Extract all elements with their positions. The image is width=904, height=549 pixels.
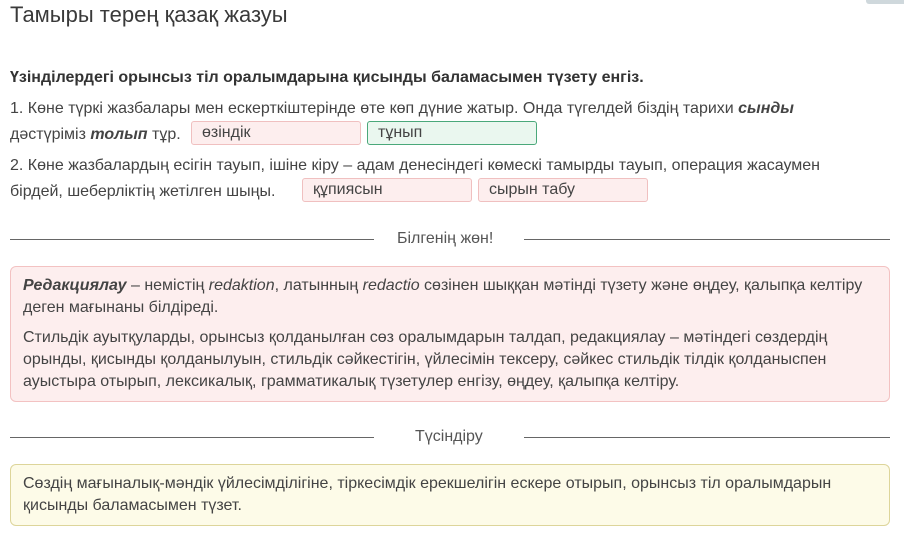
explain-divider-label: Түсіндіру (415, 428, 483, 445)
item1-line2-bold: толып (90, 126, 148, 143)
item1-correct-answer[interactable]: тұнып (367, 121, 537, 145)
info-term: Редакциялау (23, 277, 127, 294)
item1-line1-text: 1. Көне түркі жазбалары мен ескерткіштерінде өте көп дүние жатыр. Онда түгелдей біздің тарихи (10, 100, 739, 117)
corner-button[interactable] (866, 0, 904, 4)
explain-box: Сөздің мағыналық-мәндік үйлесімділігіне, тіркесімдік ерекшелігін ескере отырып, орынсыз тіл оралымдарын қисынды баламасымен түзет. (10, 464, 890, 526)
page-title: Тамыры терең қазақ жазуы (10, 2, 288, 27)
info-divider-label: Білгенің жөн! (397, 230, 494, 247)
item2-answer-b[interactable]: сырын табу (478, 178, 648, 202)
info-divider-right (524, 239, 890, 240)
info-p1-i2: redactio (362, 277, 420, 294)
info-paragraph-2: Стильдік ауытқуларды, орынсыз қолданылған сөз оралымдарын талдап, редакциялау – мәтіндегі сөздердің орынды, қисынды қолданылуын, стильдік сәйкестігін, үйлесімін тексеру, сәйкес стильдік тілдік қолданыспен ауыстыра отырып, лексикалық, грамматикалық түзетулер енгізу, өңдеу, қалыпқа келтіру. (23, 329, 828, 390)
explain-divider-left (10, 437, 374, 438)
item1-line1 (10, 100, 794, 118)
item1-line2-pre: дәстүріміз (10, 126, 91, 143)
item1-line2 (10, 126, 181, 144)
info-box (10, 266, 890, 402)
item1-line2-post: тұр. (147, 126, 181, 143)
info-p1-i1: redaktion (208, 277, 275, 294)
item2-answer-a[interactable]: құпиясын (302, 178, 472, 202)
info-p1-a: – немістің (126, 277, 209, 294)
item1-line1-bold: сынды (738, 100, 794, 117)
info-p1-b: , латынның (274, 277, 363, 294)
task-instruction: Үзінділердегі орынсыз тіл оралымдарына қисынды баламасымен түзету енгіз. (10, 69, 644, 86)
item2-line1: 2. Көне жазбалардың есігін тауып, ішіне кіру – адам денесіндегі көмескі тамырды тауып, операция жасаумен (10, 157, 821, 174)
info-paragraph-1 (23, 275, 877, 319)
item1-wrong-answer[interactable]: өзіндік (191, 121, 361, 145)
explain-divider-right (524, 437, 890, 438)
item2-line2: бірдей, шеберліктің жетілген шыңы. (10, 183, 276, 200)
info-divider-left (10, 239, 374, 240)
info-p1-c: сөзінен шыққан мәтінді түзету және өңдеу, қалыпқа келтіру деген мағынаны білдіреді. (23, 277, 863, 316)
